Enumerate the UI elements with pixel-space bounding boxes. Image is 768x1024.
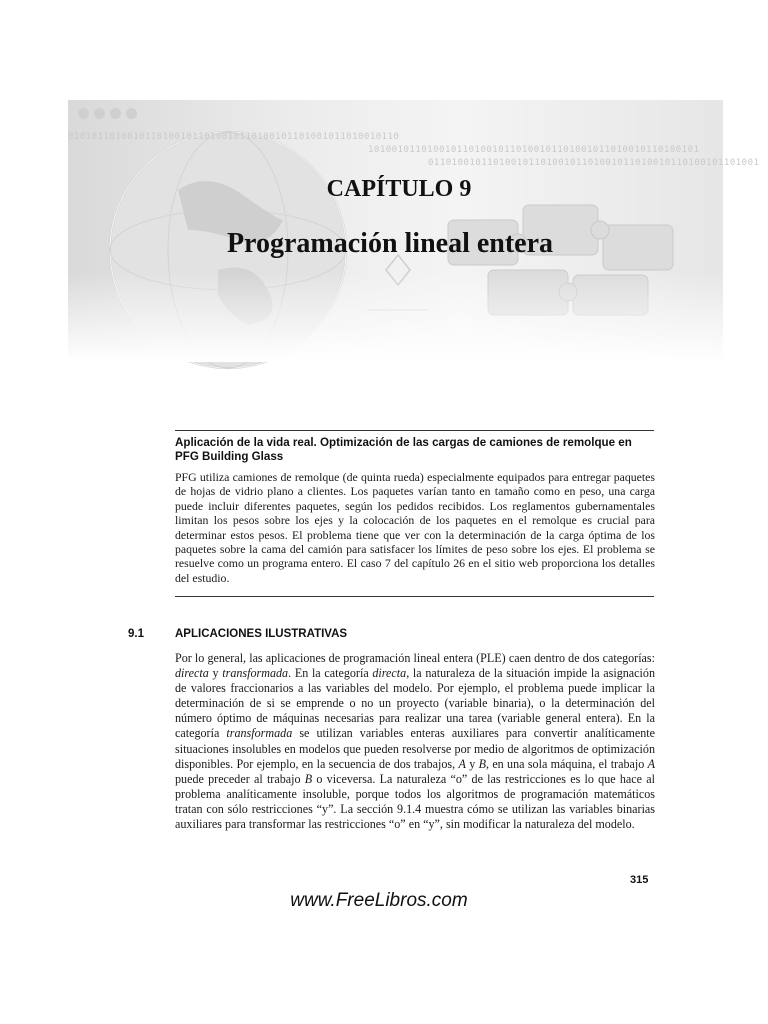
case-box-text: PFG utiliza camiones de remolque (de quinta rueda) especialmente equipados para entregar paquetes de hojas de vidrio plano a clientes. Los paquetes varían tanto en tamaño como en peso, una carga puede incluir diferentes paquetes, según los pedidos recibidos. Los reglamentos gubernamentales limitan los pesos sobre los ejes y la colocación de los paquetes en el remolque es crucial para determinar estos pesos. El problema tiene que ver con la determinación de la carga óptima de los paquetes sobre la cama del camión para satisfacer los límites de peso sobre los ejes. El problema se resuelve como un programa entero. El caso 7 del capítulo 26 en el sitio web proporciona los detalles del estudio. [175,470,655,585]
binary-pattern-row: 01010110100101101001011010010110100101101001011010010110 [68,132,400,142]
case-box-top-rule [175,430,654,431]
case-box-bottom-rule [175,596,654,597]
chapter-label: CAPÍTULO 9 [326,176,472,202]
watermark-url: www.FreeLibros.com [290,890,468,911]
section-title: APLICACIONES ILUSTRATIVAS [175,628,348,640]
page-number: 315 [630,874,649,886]
case-box-title: Aplicación de la vida real. Optimización de las cargas de camiones de remolque en PFG Building Glass [175,436,632,463]
section-paragraph: Por lo general, las aplicaciones de programación lineal entera (PLE) caen dentro de dos categorías: directa y transformada. En la categoría directa, la naturaleza de la situación impide la asignación de valores fraccionarios a las variables del modelo. Por ejemplo, el problema puede implicar la determinación de si se emprende o no un proyecto (variable binaria), o la determinación del número óptimo de máquinas necesarias para realizar una tarea (variable general entera). En la categoría transformada se utilizan variables enteras auxiliares para convertir analíticamente situaciones insolubles en modelos que pueden resolverse por medio de algoritmos de optimización disponibles. Por ejemplo, en la secuencia de dos trabajos, A y B, en una sola máquina, el trabajo A puede preceder al trabajo B o viceversa. La naturaleza “o” de las restricciones es lo que hace al problema analíticamente insoluble, porque todos los algoritmos de programación matemáticos tratan con sólo restricciones “y”. La sección 9.1.4 muestra cómo se utilizan las variables binarias auxiliares para transformar las restricciones “o” en “y”, sin modificar la naturaleza del modelo. [175,651,656,832]
binary-pattern-row: 10100101101001011010010110100101101001011010010110100101 [368,145,700,155]
binary-pattern-row: 01101001011010010110100101101001011010010110100101101001 [428,158,760,168]
section-number: 9.1 [128,628,144,640]
chapter-title: Programación lineal entera [226,228,554,259]
